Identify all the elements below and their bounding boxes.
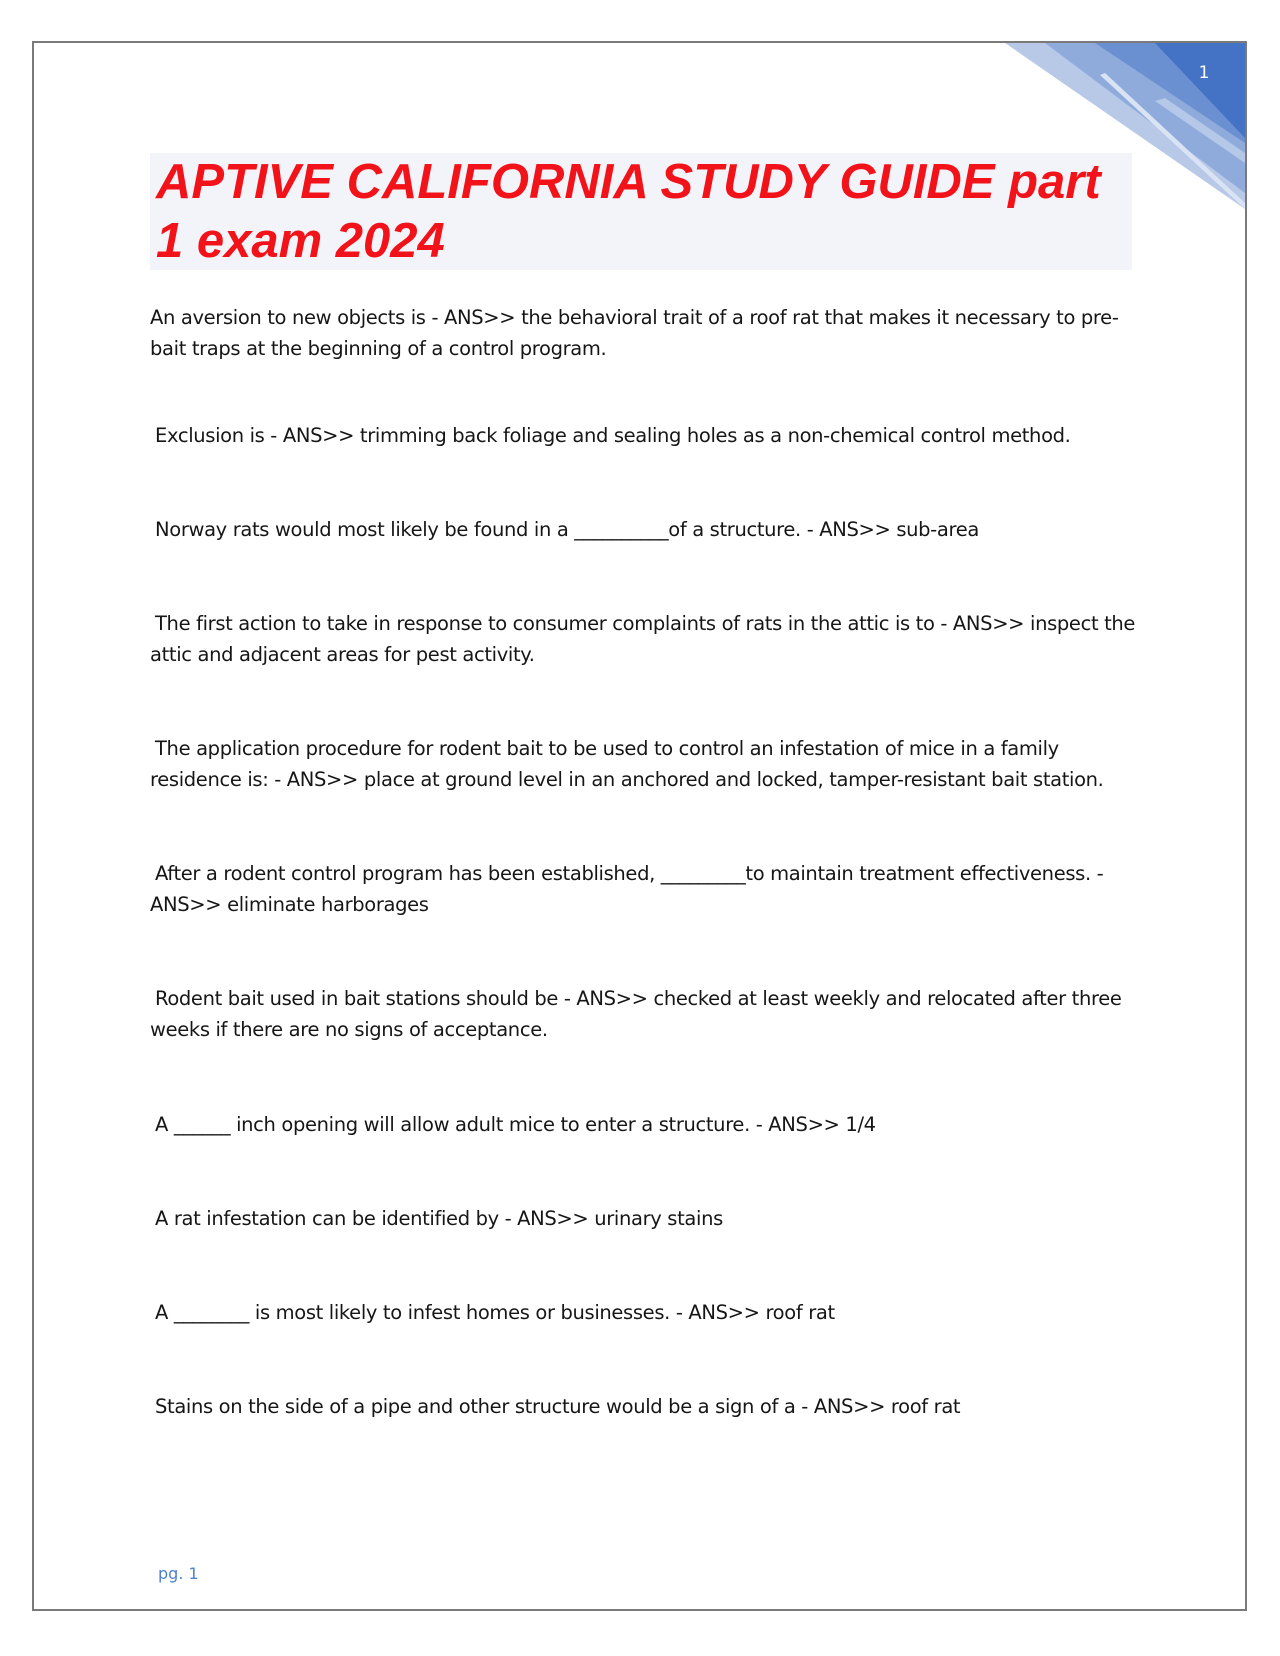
qa-item: A rat infestation can be identified by - ANS>> urinary stains <box>155 1207 723 1230</box>
qa-item: Exclusion is - ANS>> trimming back foliage and sealing holes as a non-chemical control method. <box>155 424 1071 447</box>
qa-item: Rodent bait used in bait stations should be - ANS>> checked at least weekly and relocated after three weeks if there are no signs of acceptance. <box>150 987 1122 1041</box>
qa-item: An aversion to new objects is - ANS>> the behavioral trait of a roof rat that makes it necessary to pre-bait traps at the beginning of a control program. <box>150 306 1119 360</box>
qa-item: The first action to take in response to consumer complaints of rats in the attic is to - ANS>> inspect the attic and adjacent areas for pest activity. <box>150 612 1136 666</box>
qa-item: After a rodent control program has been established, _________to maintain treatment effectiveness. - ANS>> eliminate harborages <box>150 862 1104 916</box>
page-number: 1 <box>1198 63 1210 83</box>
qa-item: Stains on the side of a pipe and other structure would be a sign of a - ANS>> roof rat <box>155 1395 961 1418</box>
qa-item: A ________ is most likely to infest homes or businesses. - ANS>> roof rat <box>155 1301 835 1324</box>
qa-item: A ______ inch opening will allow adult mice to enter a structure. - ANS>> 1/4 <box>155 1113 876 1136</box>
qa-item: The application procedure for rodent bait to be used to control an infestation of mice in a family residence is: - ANS>> place at ground level in an anchored and locked, tamper-resistant bait station. <box>150 737 1104 791</box>
document-title: APTIVE CALIFORNIA STUDY GUIDE part 1 exam 2024 <box>156 155 1101 268</box>
qa-item: Norway rats would most likely be found in a __________of a structure. - ANS>> sub-area <box>155 518 979 541</box>
document-page <box>32 41 1247 1611</box>
page-footer: pg. 1 <box>158 1564 199 1583</box>
